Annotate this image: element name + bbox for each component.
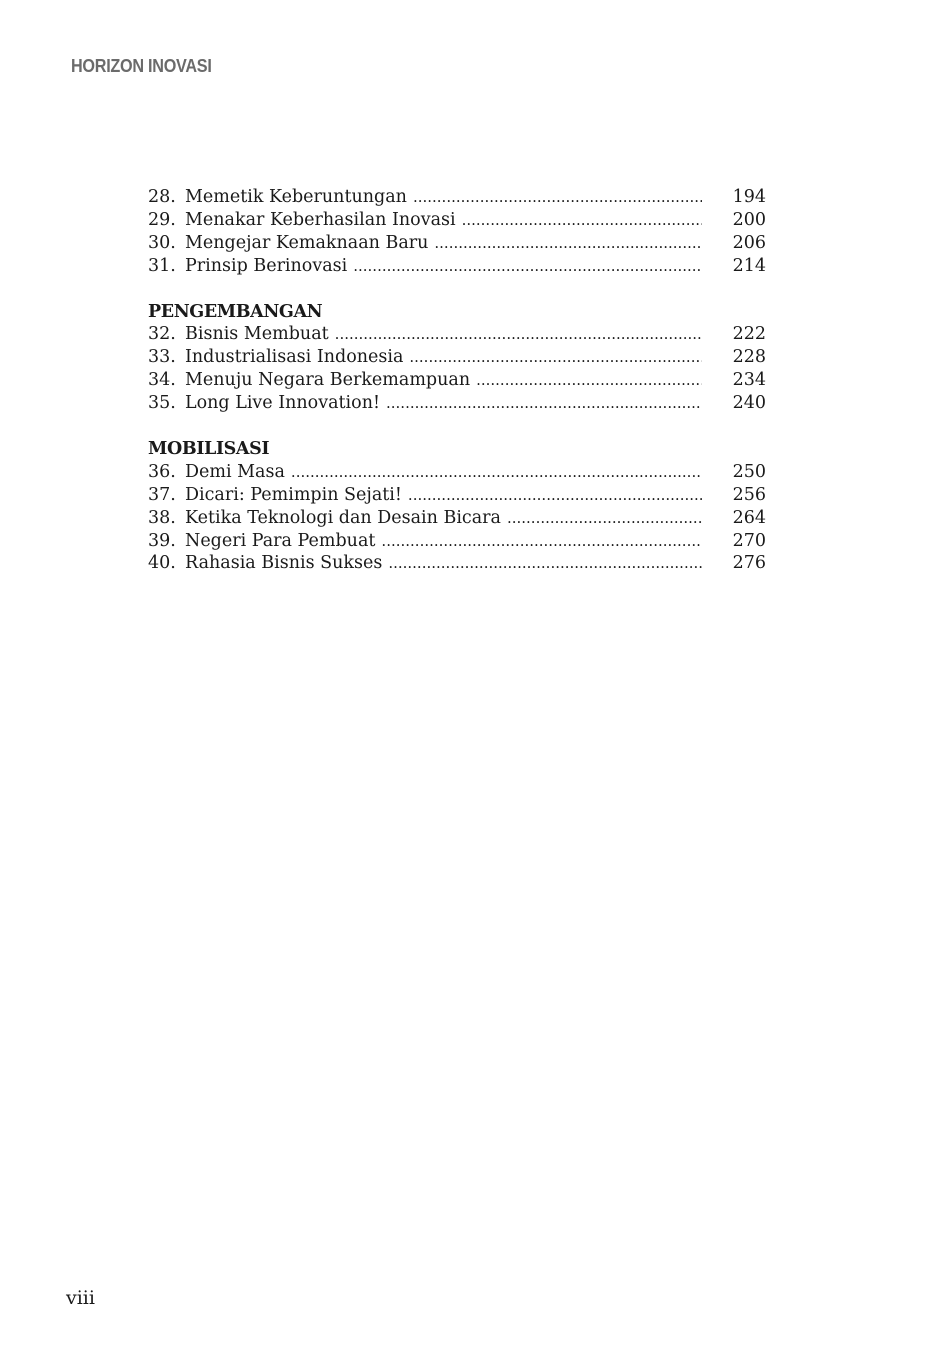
toc-leader-dots (380, 392, 702, 415)
toc-entry-30[interactable] (148, 232, 768, 255)
toc-leader-dots (456, 209, 702, 232)
toc-entry-number: 36. (148, 461, 176, 482)
toc-entry-title: Menuju Negara Berkemampuan (185, 370, 471, 391)
toc-entry-page: 214 (732, 255, 766, 276)
toc-section-title: MOBILISASI (148, 439, 270, 460)
toc-entry-page: 234 (732, 370, 766, 391)
toc-entry-title: Industrialisasi Indonesia (185, 347, 404, 368)
toc-leader-dots (402, 484, 702, 507)
toc-entry-number: 39. (148, 530, 176, 551)
toc-entry-number: 38. (148, 507, 176, 528)
toc-entry-title: Dicari: Pemimpin Sejati! (185, 484, 402, 505)
toc-entry-page: 256 (732, 484, 766, 505)
toc-entry-number: 32. (148, 324, 176, 345)
toc-entry-37[interactable] (148, 484, 768, 507)
toc-entry-32[interactable] (148, 323, 768, 346)
toc-entry-number: 29. (148, 209, 176, 230)
toc-entry-39[interactable] (148, 530, 768, 553)
table-of-contents (148, 186, 768, 575)
toc-entry-38[interactable] (148, 507, 768, 530)
toc-entry-page: 240 (732, 393, 766, 414)
toc-entry-title: Rahasia Bisnis Sukses (185, 553, 383, 574)
toc-entry-40[interactable] (148, 552, 768, 575)
toc-leader-dots (382, 552, 702, 575)
toc-entry-number: 35. (148, 393, 176, 414)
toc-entry-title: Demi Masa (185, 461, 285, 482)
toc-entry-page: 276 (732, 553, 766, 574)
toc-entry-28[interactable] (148, 186, 768, 209)
toc-entry-title: Long Live Innovation! (185, 393, 380, 414)
toc-entry-number: 30. (148, 232, 176, 253)
page-number: viii (66, 1287, 95, 1309)
toc-leader-dots (428, 232, 702, 255)
toc-entry-page: 270 (732, 530, 766, 551)
toc-entry-title: Prinsip Berinovasi (185, 255, 348, 276)
toc-entry-number: 37. (148, 484, 176, 505)
toc-leader-dots (347, 255, 702, 278)
toc-entry-36[interactable] (148, 461, 768, 484)
toc-entry-31[interactable] (148, 255, 768, 278)
toc-leader-dots (403, 346, 702, 369)
toc-entry-page: 194 (732, 187, 766, 207)
toc-entry-number: 34. (148, 370, 176, 391)
toc-entry-title: Ketika Teknologi dan Desain Bicara (185, 507, 501, 528)
toc-leader-dots (407, 186, 702, 209)
toc-entry-34[interactable] (148, 369, 768, 392)
running-header: HORIZON INOVASI (71, 56, 212, 76)
toc-entry-title: Bisnis Membuat (185, 324, 329, 345)
toc-entry-page: 206 (732, 232, 766, 253)
toc-entry-29[interactable] (148, 209, 768, 232)
toc-entry-number: 33. (148, 347, 176, 368)
toc-entry-number: 31. (148, 255, 176, 276)
toc-entry-35[interactable] (148, 392, 768, 415)
toc-leader-dots (285, 461, 702, 484)
toc-entry-number: 28. (148, 187, 176, 207)
toc-entry-title: Mengejar Kemaknaan Baru (185, 232, 429, 253)
toc-entry-title: Negeri Para Pembuat (185, 530, 376, 551)
toc-entry-33[interactable] (148, 346, 768, 369)
toc-entry-title: Memetik Keberuntungan (185, 187, 407, 207)
toc-entry-page: 264 (732, 507, 766, 528)
toc-entry-page: 200 (732, 209, 766, 230)
toc-leader-dots (329, 323, 702, 346)
toc-entry-page: 222 (732, 324, 766, 345)
toc-leader-dots (501, 507, 702, 530)
toc-entry-title: Menakar Keberhasilan Inovasi (185, 209, 456, 230)
toc-section-title: PENGEMBANGAN (148, 301, 323, 322)
toc-entry-page: 250 (732, 461, 766, 482)
toc-entry-number: 40. (148, 553, 176, 574)
toc-leader-dots (470, 369, 702, 392)
toc-entry-page: 228 (732, 347, 766, 368)
toc-leader-dots (375, 530, 702, 553)
